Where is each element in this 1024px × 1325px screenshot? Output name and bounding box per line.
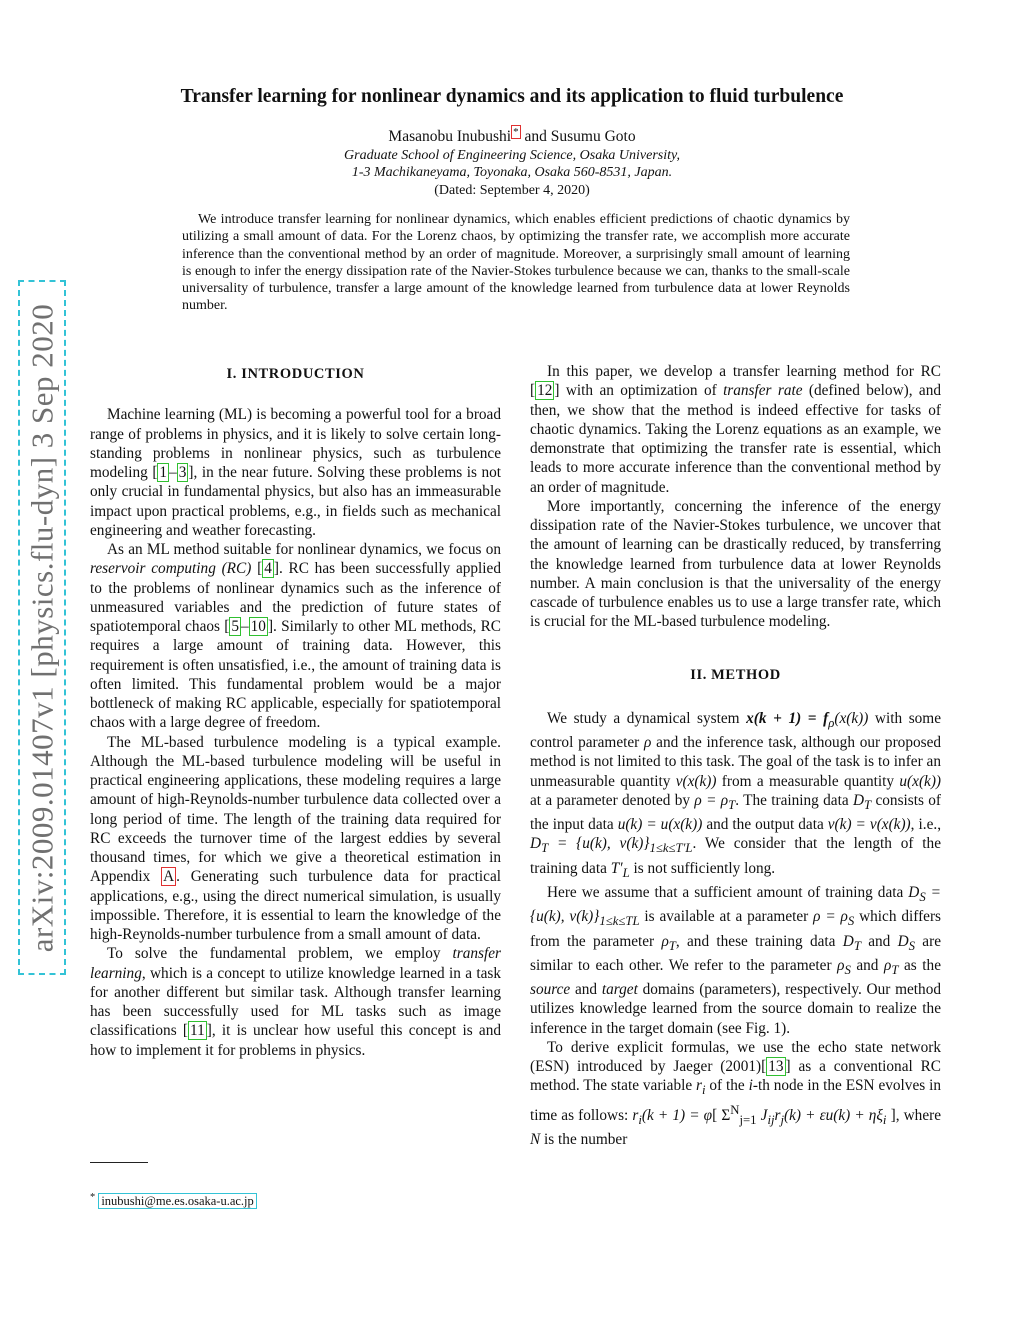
paper-title: Transfer learning for nonlinear dynamics and its application to fluid turbulence <box>180 86 844 107</box>
emphasis: reservoir computing (RC) <box>90 560 252 578</box>
text-run: We study a dynamical system <box>547 709 747 727</box>
text-run: The ML-based turbulence modeling is a typical example. Although the ML-based turbulence modeling will be useful in practical engineering applications, these modeling requires a large amount of high-Reynolds-number turbulence data collected over a long period of time. The length of the training data required for RC exceeds the turnover time of the largest eddies by several thousand times, for which we give a theoretical estimation in Appendix <box>90 733 501 886</box>
arxiv-stamp[interactable] <box>18 280 66 975</box>
text-run: , i.e., <box>910 816 942 834</box>
arxiv-stamp-text: arXiv:2009.01407v1 [physics.flu-dyn] 3 Sep 2020 <box>24 303 60 952</box>
affiliation-line-1: Graduate School of Engineering Science, Osaka University, <box>344 148 680 163</box>
citation-link[interactable]: 13 <box>768 1058 784 1076</box>
text-run: which differs from the parameter <box>530 908 942 950</box>
text-run: ], in the near future. Solving these problems is not only crucial in fundamental physics, but also has an immeasurable impact upon practical problems, e.g., in fields such as mechanical engineering and weather forecasting. <box>90 464 501 539</box>
math: j <box>780 1112 785 1127</box>
math: x(k + 1) = f <box>746 709 829 727</box>
text-run: , and these training data <box>675 932 843 950</box>
math: ρ <box>828 715 835 730</box>
math: [ Σ <box>712 1106 731 1124</box>
text-run: , where <box>895 1106 941 1124</box>
text-run: consists of the input data <box>530 791 942 834</box>
math: T <box>853 938 861 953</box>
math: i <box>638 1112 642 1127</box>
math: L <box>622 865 630 880</box>
emphasis: transfer rate <box>723 382 803 400</box>
math: ] <box>886 1106 896 1124</box>
text-run: and the output data <box>702 816 828 834</box>
math: r <box>632 1106 639 1124</box>
method-heading: II. METHOD <box>690 666 781 683</box>
right-paragraph-1: In this paper, we develop a transfer learning method for RC [ 12 ] with an optimization of transfer rate (defined below), and then, we show that the method is indeed effective for tasks of chaotic dynamics. Taking the Lorenz equations as an example, we demonstrate that optimizing the transfer rate is essential, which leads to more accurate inference than the conventional method by an order of magnitude. <box>530 363 941 496</box>
text-run: as the <box>898 956 941 974</box>
abstract <box>182 211 850 315</box>
math: 1≤k≤T′L <box>649 841 693 856</box>
text-run: As an ML method suitable for nonlinear dynamics, we focus on <box>107 541 501 558</box>
text-run: and <box>570 981 602 999</box>
text-run: . We consider that the length of the training data <box>530 835 941 877</box>
text-run: is available at a parameter <box>639 908 814 926</box>
math: (k) + εu(k) + ηξ <box>784 1106 883 1124</box>
text-run: at a parameter denoted by <box>530 791 695 809</box>
footnote-link[interactable]: * <box>513 125 519 138</box>
math: j=1 <box>739 1112 757 1127</box>
math: ρ <box>661 932 669 950</box>
author-2: Susumu Goto <box>550 128 636 145</box>
text-run: -th node in the ESN evolves in time as follows: <box>530 1077 941 1124</box>
text-run: with some control parameter <box>530 709 941 752</box>
method-paragraph-1 <box>530 709 941 883</box>
math: ρ = ρ <box>813 908 848 926</box>
text-run: ], it is unclear how useful this concept is and how to implement it for problems in physics. <box>90 1022 502 1059</box>
citation-link[interactable]: 5 <box>231 618 239 635</box>
text-run: To solve the fundamental problem, we employ <box>107 945 453 963</box>
method-paragraph-3: To derive explicit formulas, we use the echo state network (ESN) introduced by Jaeger (2001)[ 13 ] as a conventional RC method. The state variable $r_i$ of the i-th node in the ESN evolves in time as follows: $r_i(k + 1) = \varphi$[ $\Sigma^N_{j=1}$ $J_{ij}r_j(k) + \varepsilon u(k) + \eta\xi_i$ ], where N is the number <box>530 1038 941 1149</box>
math: ij <box>767 1112 775 1127</box>
math: (k + 1) = <box>641 1106 700 1124</box>
text-run: of the <box>705 1077 749 1095</box>
text-run: from a measurable quantity <box>716 772 900 790</box>
math: T <box>864 797 872 812</box>
math: u(x(k)) <box>899 772 942 790</box>
intro-heading: I. INTRODUCTION <box>226 366 365 382</box>
math: i <box>748 1077 753 1095</box>
intro-paragraph-3 <box>90 733 501 945</box>
author-1: Masanobu Inubushi <box>388 128 512 145</box>
math: T <box>728 797 736 812</box>
math: T <box>891 962 899 977</box>
text-run: is not sufficiently long. <box>629 859 776 877</box>
math: φ <box>703 1106 713 1124</box>
author-conjunction: and <box>520 128 551 145</box>
dated-line: (Dated: September 4, 2020) <box>434 183 590 198</box>
emphasis: source <box>530 981 571 999</box>
intro-paragraph-4: To solve the fundamental problem, we employ transfer learning, which is a concept to utilize knowledge learned in a task for another different but similar task. Although transfer learning has been successfully used for ML tasks such as image classifications [ 11 ], it is unclear how useful this concept is and how to implement it for problems in physics. <box>90 945 502 1059</box>
right-paragraph-2: More importantly, concerning the inference of the energy dissipation rate of the Navier-Stokes turbulence, we uncover that the amount of learning can be drastically reduced, by transferring the knowledge learned from turbulence data at lower Reynolds number. A main conclusion is that the universality of the energy cascade of turbulence enables us to use a large transfer rate, which is crucial for the ML-based turbulence modeling. <box>530 497 941 631</box>
math: D <box>897 932 909 950</box>
text-run: – <box>169 464 177 481</box>
emphasis: transfer learning <box>90 945 501 982</box>
math: 1≤k≤TL <box>599 914 640 929</box>
math: S <box>847 914 855 929</box>
text-run: . The training data <box>735 791 853 809</box>
math: v(k) = v(x(k)) <box>827 816 911 834</box>
text-run: Machine learning (ML) is becoming a powerful tool for a broad range of problems in physics, and it is likely to solve certain long-standing problems in nonlinear physics, such as turbulence modeling <box>90 406 501 481</box>
math: = {u(k), v(k)} <box>548 835 650 853</box>
citation-link[interactable]: 3 <box>178 464 187 481</box>
citation-link[interactable]: 10 <box>250 618 266 635</box>
emphasis: target <box>601 981 638 999</box>
math: ρ <box>884 956 892 974</box>
text-run: and <box>850 956 885 974</box>
citation-link[interactable]: 12 <box>537 382 553 400</box>
text-run: Here we assume that a sufficient amount of training data <box>547 883 909 901</box>
affiliation-line-2: 1-3 Machikaneyama, Toyonaka, Osaka 560-8531, Japan. <box>351 165 673 180</box>
math: T <box>541 841 549 856</box>
text-run: In this paper, we develop a transfer learning method for RC <box>547 363 941 380</box>
text-run: . Generating such turbulence data for practical applications, e.g., using the direct numerical simulation, is usually impossible. Therefore, it is essential to learn the knowledge of the high-Reynolds-number turbulence from a small amount of data. <box>90 868 501 943</box>
text-run: with an optimization of <box>559 382 724 400</box>
math: S <box>908 938 916 953</box>
author-line <box>0 125 1024 146</box>
email-link[interactable]: inubushi@me.es.osaka-u.ac.jp <box>98 1193 256 1209</box>
text-run: is the number <box>540 1131 628 1149</box>
math: D <box>852 791 865 809</box>
math: u(k) = u(x(k)) <box>617 816 703 834</box>
math: S <box>919 889 926 904</box>
text-run: To derive explicit formulas, we use the echo state network (ESN) introduced by Jaeger (2001) <box>530 1038 941 1076</box>
math: i <box>701 1083 706 1098</box>
footnote-rule <box>90 1162 148 1163</box>
intro-paragraph-2: As an ML method suitable for nonlinear dynamics, we focus on reservoir computing (RC) [ 4 ]. RC has been successfully applied to the problems of nonlinear dynamics such as the inference of unmeasured variables and the prediction of future states of spatiotemporal chaos [ 5 – 10 ]. Similarly to other ML methods, RC requires a large amount of training data. However, this requirement is often unsatisfied, i.e., the amount of training data is often limited. This fundamental problem would be a major bottleneck of making RC applicable, especially for spatiotemporal chaos with a large degree of freedom. <box>90 541 501 732</box>
intro-paragraph-1: Machine learning (ML) is becoming a powerful tool for a broad range of problems in physics, and it is likely to solve certain long-standing problems in nonlinear physics, such as turbulence modeling [ 1 – 3 ], in the near future. Solving these problems is not only crucial in fundamental physics, but also has an immeasurable impact upon practical problems, e.g., in fields such as mechanical engineering and weather forecasting. <box>90 406 501 539</box>
text-run: . RC has been successfully applied to the problems of nonlinear dynamics such as the inference of unmeasured variables and the prediction of future states of spatiotemporal chaos <box>90 560 501 635</box>
math: i <box>882 1112 887 1127</box>
math: J <box>756 1106 768 1124</box>
math: D <box>842 932 854 950</box>
footnote <box>90 1192 257 1209</box>
text-run: , which is a concept to utilize knowledge learned in a task for another different but similar task. Although transfer learning has been successfully used for ML tasks such as image classifications <box>90 964 501 1040</box>
footnote-mark: * <box>90 1192 96 1203</box>
text-run: and <box>860 932 898 950</box>
math: N <box>530 1131 541 1149</box>
math: ρ = ρ <box>694 791 729 809</box>
math: r <box>696 1077 702 1095</box>
text-run: as a conventional RC method. The state variable <box>530 1058 941 1095</box>
text-run: and the inference task, although our proposed method is not limited to this task. The goal of the task is to infer an unmeasurable quantity <box>530 734 942 790</box>
math: N <box>730 1102 740 1117</box>
math: ρ <box>644 734 652 752</box>
method-paragraph-2 <box>530 883 941 1038</box>
text-run: are similar to each other. We refer to the parameter <box>530 932 941 974</box>
citation-link[interactable]: 11 <box>190 1022 205 1040</box>
math: S <box>844 962 851 977</box>
appendix-link[interactable]: A <box>163 868 175 886</box>
citation-link[interactable]: 1 <box>159 464 168 481</box>
math: T′ <box>610 859 623 877</box>
math: r <box>774 1106 781 1124</box>
left-column <box>90 362 501 1060</box>
abstract-text: We introduce transfer learning for nonlinear dynamics, which enables efficient predictions of chaotic dynamics by utilizing a small amount of data. For the Lorenz chaos, by optimizing the transfer rate, we accomplish more accurate inference than the conventional method by an order of magnitude. Moreover, a surprisingly small amount of learning is enough to infer the energy dissipation rate of the Navier-Stokes turbulence because we can, thanks to the small-scale universality of turbulence, transfer a large amount of the knowledge learned from turbulence data at lower Reynolds number. <box>182 212 850 314</box>
citation-link[interactable]: 4 <box>264 560 272 578</box>
text-run: (defined below), and then, we show that the method is indeed effective for tasks of chaotic dynamics. Taking the Lorenz equations as an example, we demonstrate that optimizing the transfer rate is essential, which leads to more accurate inference than the conventional method by an order of magnitude. <box>530 382 941 496</box>
text-run: ]. Similarly to other ML methods, RC requires a large amount of training data. However, this requirement is often unsatisfied, i.e., the amount of training data is often limited. This fundamental problem would be a major bottleneck of making RC applicable, especially for spatiotemporal chaos with a large degree of freedom. <box>90 618 501 732</box>
math: (x(k)) <box>834 709 869 727</box>
math: D <box>908 883 920 901</box>
math: v(x(k)) <box>675 772 717 790</box>
math: T <box>668 938 676 953</box>
right-column <box>530 362 941 1149</box>
math: = {u(k), v(k)} <box>530 883 941 926</box>
math: ρ <box>837 956 845 974</box>
text-run: domains (parameters), respectively. Our method utilizes knowledge learned from the source domain to realize the inference in the target domain (see Fig. 1). <box>530 981 941 1037</box>
math: D <box>530 835 542 853</box>
